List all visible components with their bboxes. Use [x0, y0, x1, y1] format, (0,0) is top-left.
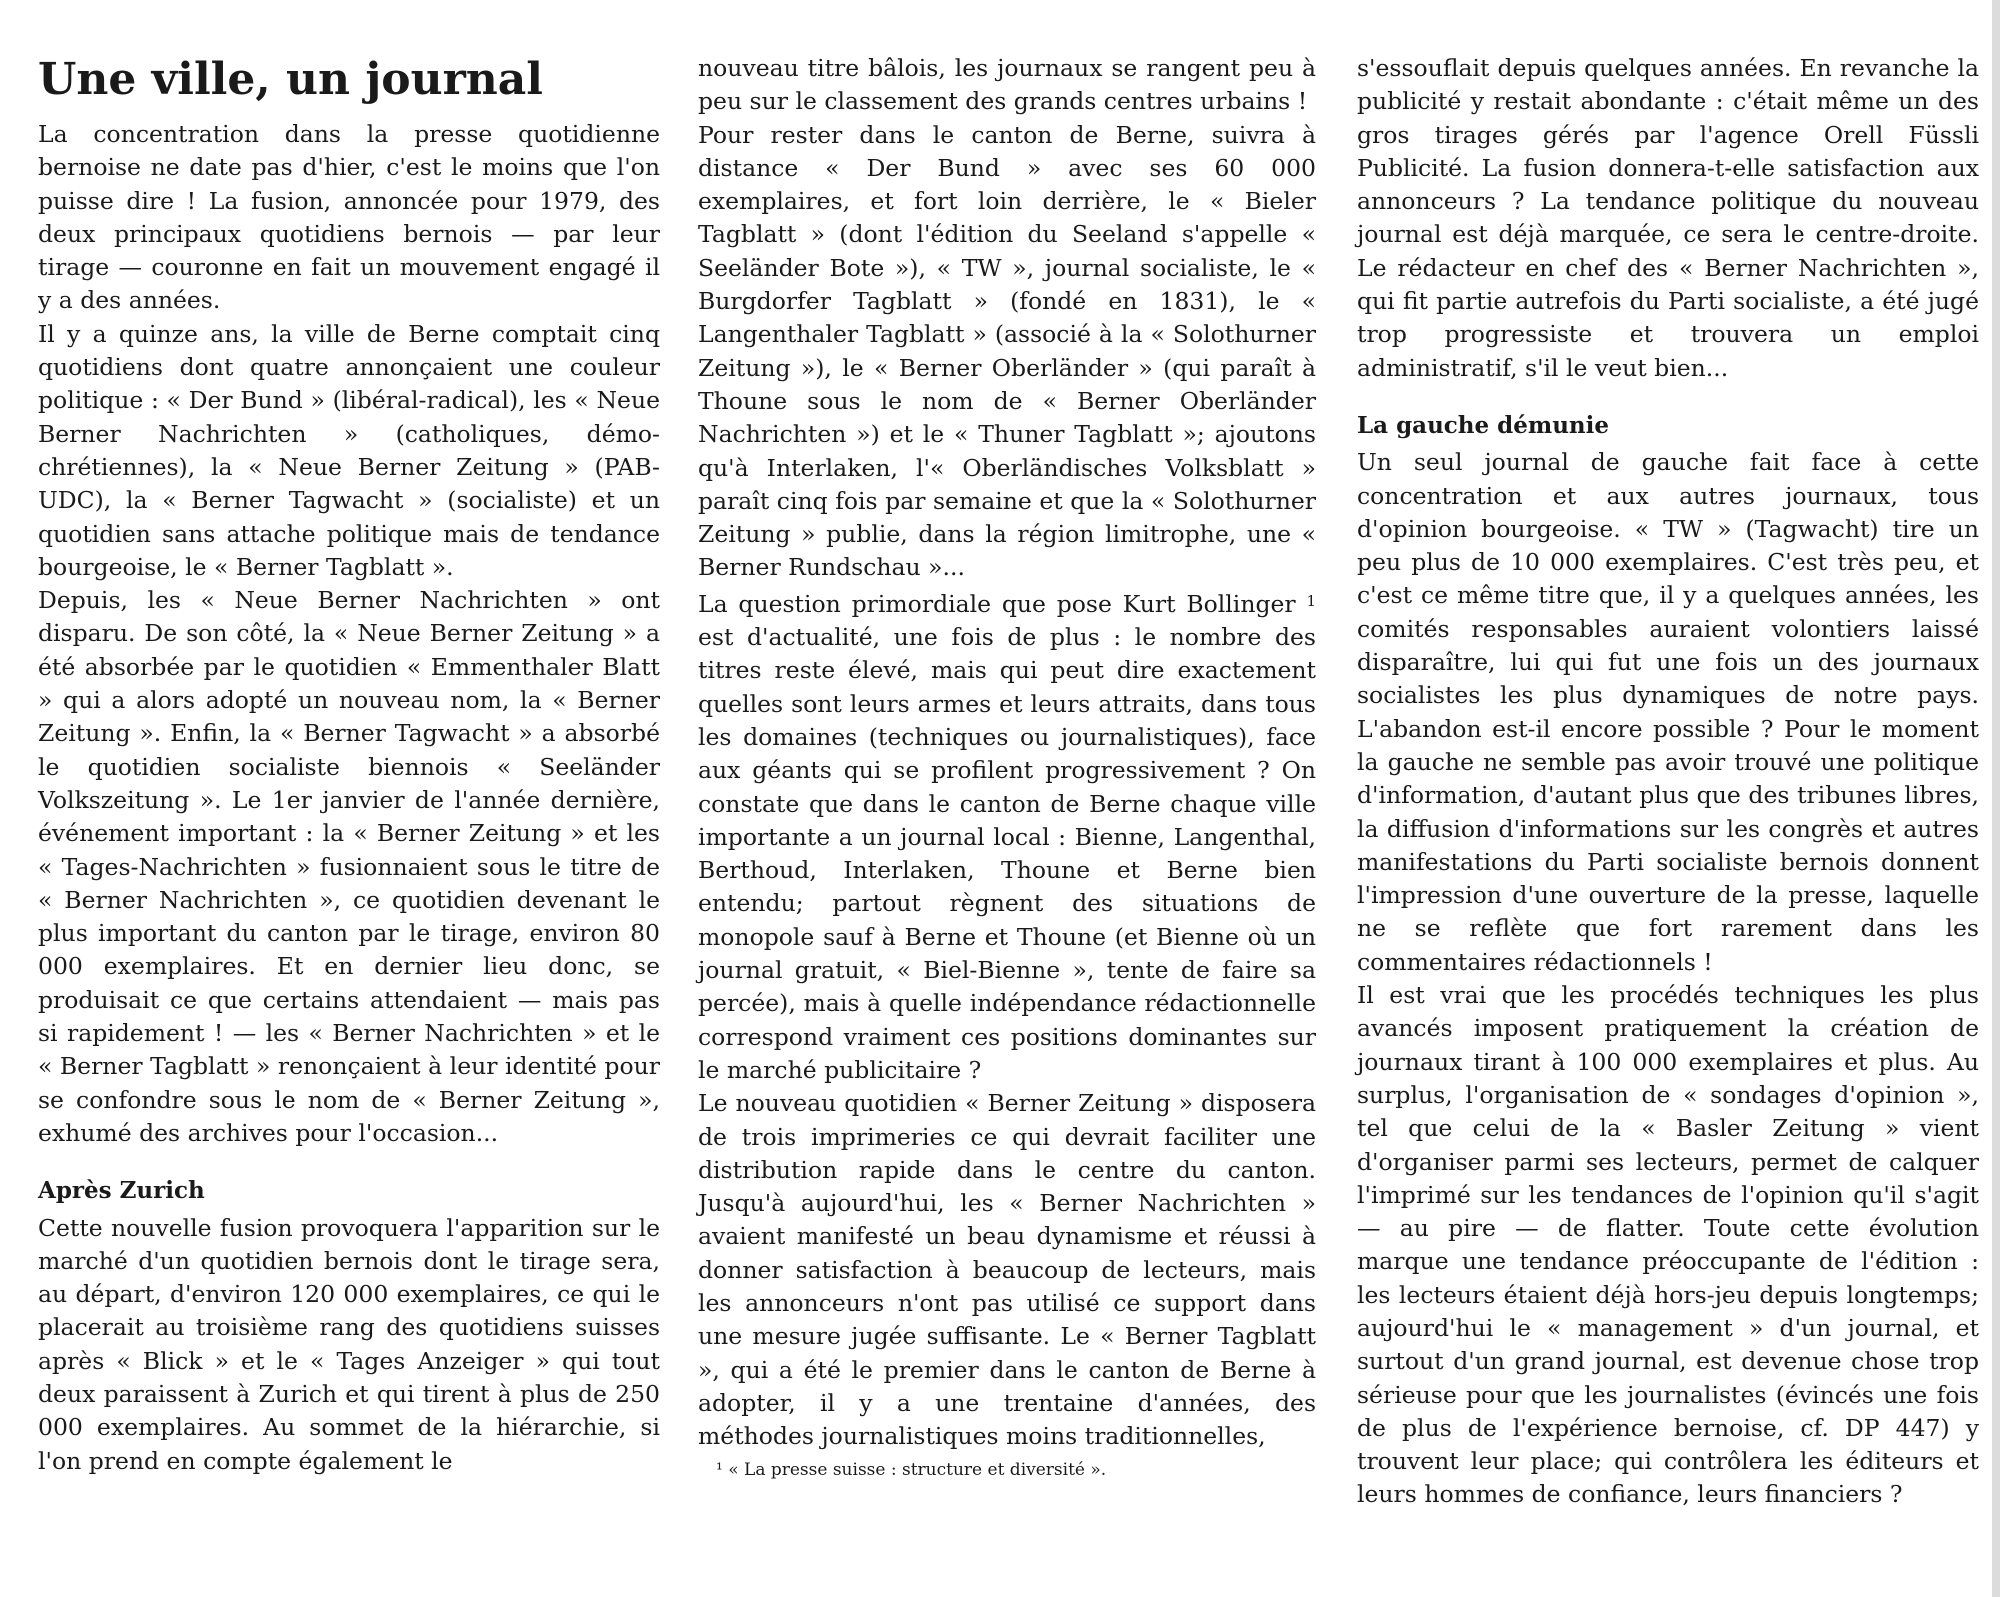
section-heading-apres-zurich: Après Zurich	[38, 1177, 205, 1205]
column-left	[38, 52, 660, 1478]
paragraph: Le nouveau quotidien « Berner Zeitung » disposera de trois imprimeries ce qui devrait faciliter une distribution rapide dans le centre du canton. Jusqu'à aujourd'hui, les « Berner Nachrichten » avaient manifesté un beau dynamisme et réussi à donner satisfaction à beaucoup de lecteurs, mais les annonceurs n'ont pas utilisé ce support dans une mesure jugée suffisante. Le « Berner Tagblatt », qui a été le premier dans le canton de Berne à adopter, il y a une trentaine d'années, des méthodes journalistiques moins traditionnelles,	[698, 1089, 1316, 1451]
paragraph: Pour rester dans le canton de Berne, suivra à distance « Der Bund » avec ses 60 000 exemplaires, et fort loin derrière, le « Bieler Tagblatt » (dont l'édition du Seeland s'appelle « Seeländer Bote »), « TW », journal socialiste, le « Burgdorfer Tagblatt » (fondé en 1831), le « Langenthaler Tagblatt » (associé à la « Solothurner Zeitung »), le « Berner Oberländer » (qui paraît à Thoune sous le nom de « Berner Oberländer Nachrichten ») et le « Thuner Tagblatt »; ajoutons qu'à Interlaken, l'« Oberländisches Volksblatt » paraît cinq fois par semaine et que la « Solothurner Zeitung » publie, dans la région limitrophe, une « Berner Rundschau »...	[698, 120, 1316, 582]
paragraph: Il est vrai que les procédés techniques les plus avancés imposent pratiquement la création de journaux tirant à 100 000 exemplaires et plus. Au surplus, l'organisation de « sondages d'opinion », tel que celui de la « Basler Zeitung » vient d'organiser parmi ses lecteurs, permet de calquer l'imprimé sur les tendances de l'opinion qu'il s'agit — au pire — de flatter. Toute cette évolution marque une tendance préoccupante de l'édition : les lecteurs étaient déjà hors-jeu depuis longtemps; aujourd'hui le « management » d'un journal, et surtout d'un grand journal, est devenue chose trop sérieuse pour que les journalistes (évincés une fois de plus de l'expérience bernoise, cf. DP 447) y trouvent leur place; qui contrôlera les éditeurs et leurs hommes de confiance, leurs financiers ?	[1357, 981, 1979, 1509]
paragraph: Un seul journal de gauche fait face à cette concentration et aux autres journaux, tous d'opinion bourgeoise. « TW » (Tagwacht) tire un peu plus de 10 000 exemplaires. C'est très peu, et c'est ce même titre que, il y a quelques années, les comités responsables auraient volontiers laissé disparaître, lui qui fut une fois un des journaux socialistes les plus dynamiques de notre pays. L'abandon est-il encore possible ? Pour le moment la gauche ne semble pas avoir trouvé une politique d'information, d'autant plus que des tribunes libres, la diffusion d'informations sur les congrès et autres manifestations du Parti socialiste bernois donnent l'impression d'une ouverture de la presse, laquelle ne se reflète que fort rarement dans les commentaires rédactionnels !	[1357, 448, 1979, 976]
paragraph-text: La question primordiale que pose Kurt Bollinger	[698, 589, 1296, 618]
column-right	[1357, 52, 1979, 1512]
paragraph: La concentration dans la presse quotidienne bernoise ne date pas d'hier, c'est le moins que l'on puisse dire ! La fusion, annoncée pour 1979, des deux principaux quotidiens bernois — par leur tirage — couronne en fait un mouvement engagé il y a des années.	[38, 120, 660, 315]
footnote: ¹ « La presse suisse : structure et diversité ».	[716, 1460, 1107, 1481]
paragraph: Cette nouvelle fusion provoquera l'apparition sur le marché d'un quotidien bernois dont le tirage sera, au départ, d'environ 120 000 exemplaires, ce qui le placerait au troisième rang des quotidiens suisses après « Blick » et le « Tages Anzeiger » qui tout deux paraissent à Zurich et qui tirent à plus de 250 000 exemplaires. Au sommet de la hiérarchie, si l'on prend en compte également le	[38, 1213, 660, 1475]
page-edge-shadow	[1992, 0, 2000, 1597]
column-middle	[698, 52, 1316, 1483]
paragraph: Il y a quinze ans, la ville de Berne comptait cinq quotidiens dont quatre annonçaient une couleur politique : « Der Bund » (libéral-radical), les « Neue Berner Nachrichten » (catholiques, démo-chrétiennes), la « Neue Berner Zeitung » (PAB-UDC), la « Berner Tagwacht » (socialiste) et un quotidien sans attache politique mais de tendance bourgeoise, le « Berner Tagblatt ».	[38, 319, 660, 581]
paragraph	[698, 585, 1316, 1087]
paragraph: s'essouflait depuis quelques années. En revanche la publicité y restait abondante : c'était même un des gros tirages gérés par l'agence Orell Füssli Publicité. La fusion donnera-t-elle satisfaction aux annonceurs ? La tendance politique du nouveau journal est déjà marquée, ce sera le centre-droite. Le rédacteur en chef des « Berner Nachrichten », qui fit partie autrefois du Parti socialiste, a été jugé trop progressiste et trouvera un emploi administratif, s'il le veut bien...	[1357, 54, 1979, 382]
paragraph: Depuis, les « Neue Berner Nachrichten » ont disparu. De son côté, la « Neue Berner Zeitung » a été absorbée par le quotidien « Emmenthaler Blatt » qui a alors adopté un nouveau nom, la « Berner Zeitung ». Enfin, la « Berner Tagwacht » a absorbé le quotidien socialiste biennois « Seeländer Volkszeitung ». Le 1er janvier de l'année dernière, événement important : la « Berner Zeitung » et les « Tages-Nachrichten » fusionnaient sous le titre de « Berner Nachrichten », ce quotidien devenant le plus important du canton par le tirage, environ 80 000 exemplaires. Et en dernier lieu donc, se produisait ce que certains attendaient — mais pas si rapidement ! — les « Berner Nachrichten » et le « Berner Tagblatt » renonçaient à leur identité pour se confondre sous le nom de « Berner Zeitung », exhumé des archives pour l'occasion...	[38, 586, 660, 1147]
paragraph: nouveau titre bâlois, les journaux se rangent peu à peu sur le classement des grands centres urbains !	[698, 54, 1316, 116]
section-heading-la-gauche-demunie: La gauche démunie	[1357, 411, 1610, 439]
footnote-ref: 1	[1306, 591, 1316, 610]
article-title: Une ville, un journal	[38, 54, 543, 105]
paragraph-text: est d'actualité, une fois de plus : le nombre des titres reste élevé, mais qui peut dire exactement quelles sont leurs armes et leurs attraits, dans tous les domaines (techniques ou journalistiques), face aux géants qui se profilent progressivement ? On constate que dans le canton de Berne chaque ville importante a un journal local : Bienne, Langenthal, Berthoud, Interlaken, Thoune et Berne bien entendu; partout règnent des situations de monopole sauf à Berne et Thoune (et Bienne où un journal gratuit, « Biel-Bienne », tente de faire sa percée), mais à quelle indépendance rédactionnelle correspond vraiment ces positions dominantes sur le marché publicitaire ?	[698, 623, 1316, 1084]
